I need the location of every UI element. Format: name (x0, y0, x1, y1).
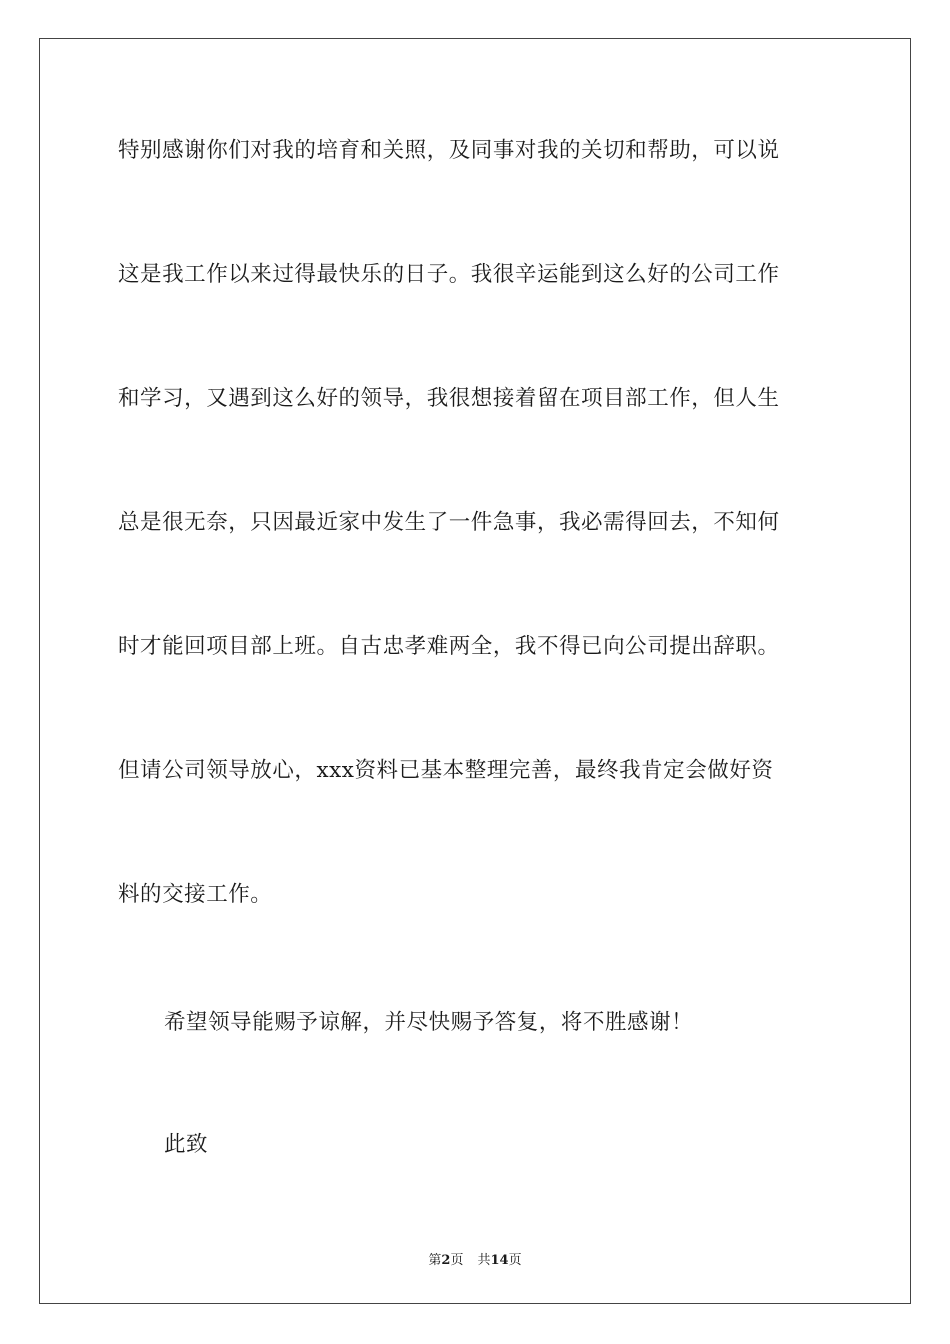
page-current: 2 (441, 1253, 451, 1268)
body-line-5: 时才能回项目部上班。自古忠孝难两全，我不得已向公司提出辞职。 (118, 634, 780, 659)
page-total: 14 (490, 1253, 509, 1268)
body-line-7: 料的交接工作。 (118, 882, 273, 907)
page-footer (0, 1249, 950, 1268)
page-prefix: 第 (428, 1253, 442, 1268)
total-prefix: 共 (477, 1253, 491, 1268)
page-border (39, 38, 911, 1304)
body-line-3: 和学习，又遇到这么好的领导，我很想接着留在项目部工作，但人生 (118, 386, 780, 411)
closing-salutation: 此致 (164, 1132, 209, 1157)
body-line-4: 总是很无奈，只因最近家中发生了一件急事，我必需得回去，不知何 (118, 510, 780, 535)
body-line-2: 这是我工作以来过得最快乐的日子。我很辛运能到这么好的公司工作 (118, 262, 780, 287)
paragraph-hope: 希望领导能赐予谅解，并尽快赐予答复，将不胜感谢！ (164, 1010, 694, 1035)
total-suffix: 页 (508, 1253, 522, 1268)
body-line-1: 特别感谢你们对我的培育和关照，及同事对我的关切和帮助，可以说 (118, 138, 780, 163)
body-line-6: 但请公司领导放心，xxx资料已基本整理完善，最终我肯定会做好资 (118, 758, 774, 783)
page-suffix: 页 (450, 1253, 464, 1268)
